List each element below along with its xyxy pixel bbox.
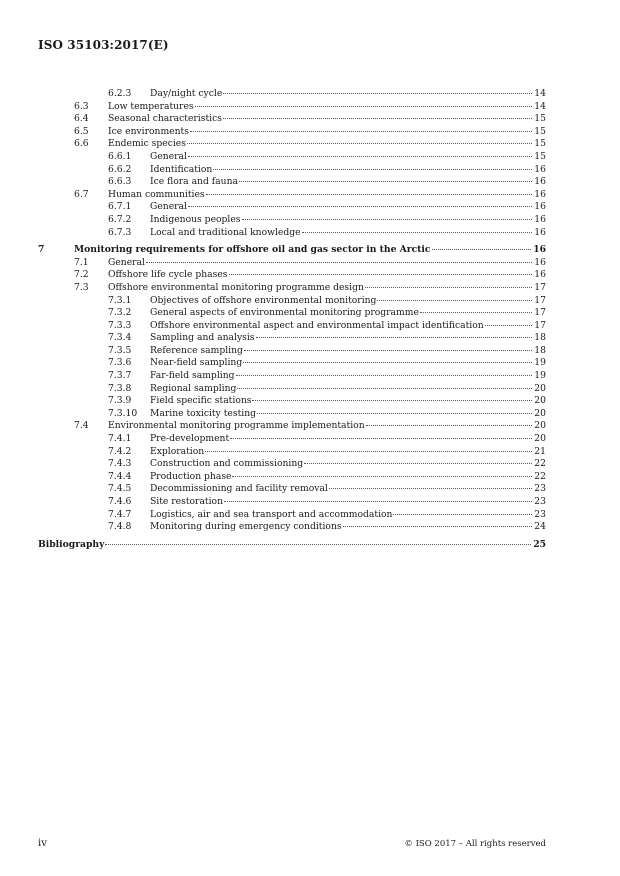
toc-entry-page: 23 xyxy=(534,496,546,507)
table-of-contents xyxy=(38,88,546,551)
toc-entry[interactable] xyxy=(38,88,546,101)
toc-entry-page: 19 xyxy=(534,357,546,369)
toc-entry-title: General xyxy=(150,201,187,213)
toc-entry[interactable] xyxy=(38,227,546,240)
toc-entry-number: 6.3 xyxy=(74,100,89,112)
toc-entry-number: 7.3.5 xyxy=(108,344,132,356)
toc-entry[interactable] xyxy=(38,357,546,370)
toc-entry-number: 7.4.3 xyxy=(108,458,132,470)
toc-entry[interactable] xyxy=(38,176,546,189)
toc-entry-title: Ice flora and fauna xyxy=(150,176,238,188)
toc-entry-number: 6.6.1 xyxy=(108,150,132,162)
toc-entry-title: Monitoring requirements for offshore oil and gas sector in the Arctic xyxy=(74,244,431,256)
dot-leader xyxy=(146,262,532,263)
toc-entry-page: 16 xyxy=(534,188,546,200)
toc-entry-page: 17 xyxy=(534,319,546,331)
toc-entry-page: 16 xyxy=(534,201,546,213)
toc-entry[interactable] xyxy=(38,539,546,552)
toc-entry-title: Offshore life cycle phases xyxy=(108,269,228,281)
toc-entry-page: 22 xyxy=(534,458,546,470)
dot-leader xyxy=(377,300,532,301)
toc-entry-number: 7.3.9 xyxy=(108,395,132,407)
dot-leader xyxy=(213,169,532,170)
dot-leader xyxy=(252,400,532,401)
toc-entry-page: 17 xyxy=(534,281,546,293)
dot-leader xyxy=(329,488,532,489)
toc-entry-title: Environmental monitoring programme implementation xyxy=(108,420,365,432)
toc-entry-page: 20 xyxy=(534,382,546,394)
toc-entry[interactable] xyxy=(38,189,546,202)
toc-entry-number: 7.4 xyxy=(74,420,89,432)
toc-entry-title: Production phase xyxy=(150,470,232,482)
toc-entry-title: Near-field sampling xyxy=(150,357,243,369)
toc-entry-title: Far-field sampling xyxy=(150,370,235,382)
toc-entry-title: Logistics, air and sea transport and accommodation xyxy=(150,508,393,520)
toc-entry-page: 14 xyxy=(534,100,546,112)
dot-leader xyxy=(244,350,532,351)
toc-entry-number: 7.3.10 xyxy=(108,407,138,419)
toc-entry-number: 6.2.3 xyxy=(108,88,132,99)
dot-leader xyxy=(343,526,533,527)
toc-entry-title: Endemic species xyxy=(108,138,186,150)
toc-entry-page: 24 xyxy=(534,521,546,533)
toc-entry[interactable] xyxy=(38,138,546,151)
toc-entry-number: 6.6 xyxy=(74,138,89,150)
toc-entry-title: Sampling and analysis xyxy=(150,332,255,344)
dot-leader xyxy=(206,194,533,195)
dot-leader xyxy=(232,476,532,477)
toc-entry-title: Site restoration xyxy=(150,496,223,507)
toc-entry-title: Low temperatures xyxy=(108,100,194,112)
toc-entry-number: 7.4.8 xyxy=(108,521,132,533)
toc-entry[interactable] xyxy=(38,483,546,496)
dot-leader xyxy=(432,249,532,250)
toc-entry-number: 6.7.1 xyxy=(108,201,132,213)
toc-entry-number: 7.1 xyxy=(74,256,89,268)
toc-entry-page: 21 xyxy=(534,445,546,457)
toc-entry-title: Field specific stations xyxy=(150,395,252,407)
toc-entry-title: General aspects of environmental monitoring programme xyxy=(150,307,419,319)
toc-entry-title: Construction and commissioning xyxy=(150,458,304,470)
toc-entry-page: 18 xyxy=(534,344,546,356)
toc-entry-title: Identification xyxy=(150,163,213,175)
dot-leader xyxy=(223,118,532,119)
toc-entry-title: Offshore environmental aspect and environmental impact identification xyxy=(150,319,484,331)
toc-entry-number: 6.7 xyxy=(74,188,89,200)
toc-entry-page: 16 xyxy=(534,163,546,175)
toc-entry[interactable] xyxy=(38,164,546,177)
page-number: iv xyxy=(38,838,47,849)
dot-leader xyxy=(187,143,532,144)
toc-entry[interactable] xyxy=(38,496,546,509)
toc-entry-number: 6.5 xyxy=(74,125,89,137)
toc-entry-page: 20 xyxy=(534,433,546,445)
toc-entry-number: 7.3.6 xyxy=(108,357,132,369)
toc-entry[interactable] xyxy=(38,295,546,308)
toc-entry-page: 19 xyxy=(534,370,546,382)
dot-leader xyxy=(223,93,532,94)
dot-leader xyxy=(195,106,533,107)
toc-entry-number: 6.7.2 xyxy=(108,213,132,225)
toc-entry-page: 16 xyxy=(534,256,546,268)
toc-entry-number: 7.3.2 xyxy=(108,307,132,319)
toc-entry-number: 6.4 xyxy=(74,113,89,125)
toc-entry[interactable] xyxy=(38,307,546,320)
dot-leader xyxy=(239,181,532,182)
toc-entry-number: 7.3.3 xyxy=(108,319,132,331)
dot-leader xyxy=(230,438,532,439)
toc-entry-page: 16 xyxy=(533,244,546,256)
toc-entry-title: Ice environments xyxy=(108,125,189,137)
toc-entry-page: 16 xyxy=(534,213,546,225)
toc-entry[interactable] xyxy=(38,126,546,139)
toc-entry-title: Regional sampling xyxy=(150,382,237,394)
dot-leader xyxy=(105,544,531,545)
dot-leader xyxy=(393,514,532,515)
toc-entry-page: 18 xyxy=(534,332,546,344)
dot-leader xyxy=(242,219,533,220)
dot-leader xyxy=(237,388,532,389)
toc-entry[interactable] xyxy=(38,151,546,164)
toc-entry-number: 7.4.2 xyxy=(108,445,132,457)
toc-entry-title: Human communities xyxy=(108,188,205,200)
toc-entry[interactable] xyxy=(38,395,546,408)
toc-entry-number: 7.3 xyxy=(74,281,89,293)
toc-entry[interactable] xyxy=(38,244,546,257)
toc-entry[interactable] xyxy=(38,408,546,421)
toc-entry-page: 16 xyxy=(534,226,546,238)
toc-entry-page: 23 xyxy=(534,483,546,495)
toc-entry[interactable] xyxy=(38,345,546,358)
toc-entry-number: 7.3.1 xyxy=(108,294,132,306)
toc-entry-title: Marine toxicity testing xyxy=(150,407,256,419)
toc-entry-title: Bibliography xyxy=(38,538,105,550)
toc-entry[interactable] xyxy=(38,320,546,333)
toc-entry-title: Monitoring during emergency conditions xyxy=(150,521,342,533)
dot-leader xyxy=(243,362,532,363)
toc-entry-number: 7.4.1 xyxy=(108,433,132,445)
dot-leader xyxy=(257,413,532,414)
dot-leader xyxy=(229,274,533,275)
toc-entry-title: General xyxy=(108,256,145,268)
toc-entry-title: Reference sampling xyxy=(150,344,243,356)
document-header: ISO 35103:2017(E) xyxy=(38,38,169,52)
toc-entry-title: Objectives of offshore environmental monitoring xyxy=(150,294,377,306)
toc-entry[interactable] xyxy=(38,509,546,522)
toc-entry[interactable] xyxy=(38,257,546,270)
dot-leader xyxy=(224,501,532,502)
toc-entry-number: 7.4.5 xyxy=(108,483,132,495)
dot-leader xyxy=(366,425,533,426)
toc-entry-page: 16 xyxy=(534,176,546,188)
toc-entry[interactable] xyxy=(38,458,546,471)
toc-entry-page: 20 xyxy=(534,395,546,407)
toc-entry-number: 7.2 xyxy=(74,269,89,281)
toc-entry-title: Decommissioning and facility removal xyxy=(150,483,328,495)
toc-entry-page: 15 xyxy=(534,138,546,150)
toc-entry-title: Seasonal characteristics xyxy=(108,113,222,125)
toc-entry-page: 20 xyxy=(534,420,546,432)
toc-entry-page: 15 xyxy=(534,150,546,162)
toc-entry[interactable] xyxy=(38,521,546,534)
toc-entry[interactable] xyxy=(38,113,546,126)
toc-entry-number: 7.4.4 xyxy=(108,470,132,482)
dot-leader xyxy=(302,232,533,233)
toc-entry[interactable] xyxy=(38,201,546,214)
dot-leader xyxy=(188,206,532,207)
toc-entry[interactable] xyxy=(38,370,546,383)
toc-entry-number: 7.3.4 xyxy=(108,332,132,344)
toc-entry-title: Local and traditional knowledge xyxy=(150,226,301,238)
toc-entry[interactable] xyxy=(38,101,546,114)
toc-entry[interactable] xyxy=(38,420,546,433)
toc-entry-page: 22 xyxy=(534,470,546,482)
dot-leader xyxy=(304,463,532,464)
toc-entry-title: Exploration xyxy=(150,445,205,457)
toc-entry-page: 17 xyxy=(534,307,546,319)
toc-entry-title: Pre-development xyxy=(150,433,230,445)
dot-leader xyxy=(420,312,532,313)
dot-leader xyxy=(190,131,532,132)
toc-entry-number: 6.6.2 xyxy=(108,163,132,175)
dot-leader xyxy=(256,337,533,338)
toc-entry[interactable] xyxy=(38,282,546,295)
dot-leader xyxy=(485,325,533,326)
toc-entry-page: 16 xyxy=(534,269,546,281)
toc-entry[interactable] xyxy=(38,269,546,282)
toc-entry[interactable] xyxy=(38,471,546,484)
toc-entry-number: 7.3.7 xyxy=(108,370,132,382)
toc-entry[interactable] xyxy=(38,214,546,227)
toc-entry-page: 25 xyxy=(533,538,546,550)
toc-entry[interactable] xyxy=(38,383,546,396)
toc-entry[interactable] xyxy=(38,446,546,459)
toc-entry-number: 7.4.7 xyxy=(108,508,132,520)
toc-entry-page: 17 xyxy=(534,294,546,306)
toc-entry-number: 7.3.8 xyxy=(108,382,132,394)
toc-entry-number: 7 xyxy=(38,244,45,256)
toc-entry-title: Day/night cycle xyxy=(150,88,223,99)
copyright-notice: © ISO 2017 – All rights reserved xyxy=(404,839,546,849)
toc-entry-page: 23 xyxy=(534,508,546,520)
toc-entry-page: 20 xyxy=(534,407,546,419)
dot-leader xyxy=(188,156,532,157)
toc-entry-title: General xyxy=(150,150,187,162)
toc-entry-number: 7.4.6 xyxy=(108,496,132,507)
toc-entry-title: Indigenous peoples xyxy=(150,213,241,225)
toc-entry-page: 14 xyxy=(534,88,546,99)
toc-entry[interactable] xyxy=(38,332,546,345)
toc-entry-page: 15 xyxy=(534,125,546,137)
toc-entry-page: 15 xyxy=(534,113,546,125)
toc-entry-number: 6.7.3 xyxy=(108,226,132,238)
toc-entry[interactable] xyxy=(38,433,546,446)
toc-entry-title: Offshore environmental monitoring programme design xyxy=(108,281,364,293)
toc-entry-number: 6.6.3 xyxy=(108,176,132,188)
dot-leader xyxy=(365,287,532,288)
dot-leader xyxy=(205,451,532,452)
dot-leader xyxy=(236,375,533,376)
